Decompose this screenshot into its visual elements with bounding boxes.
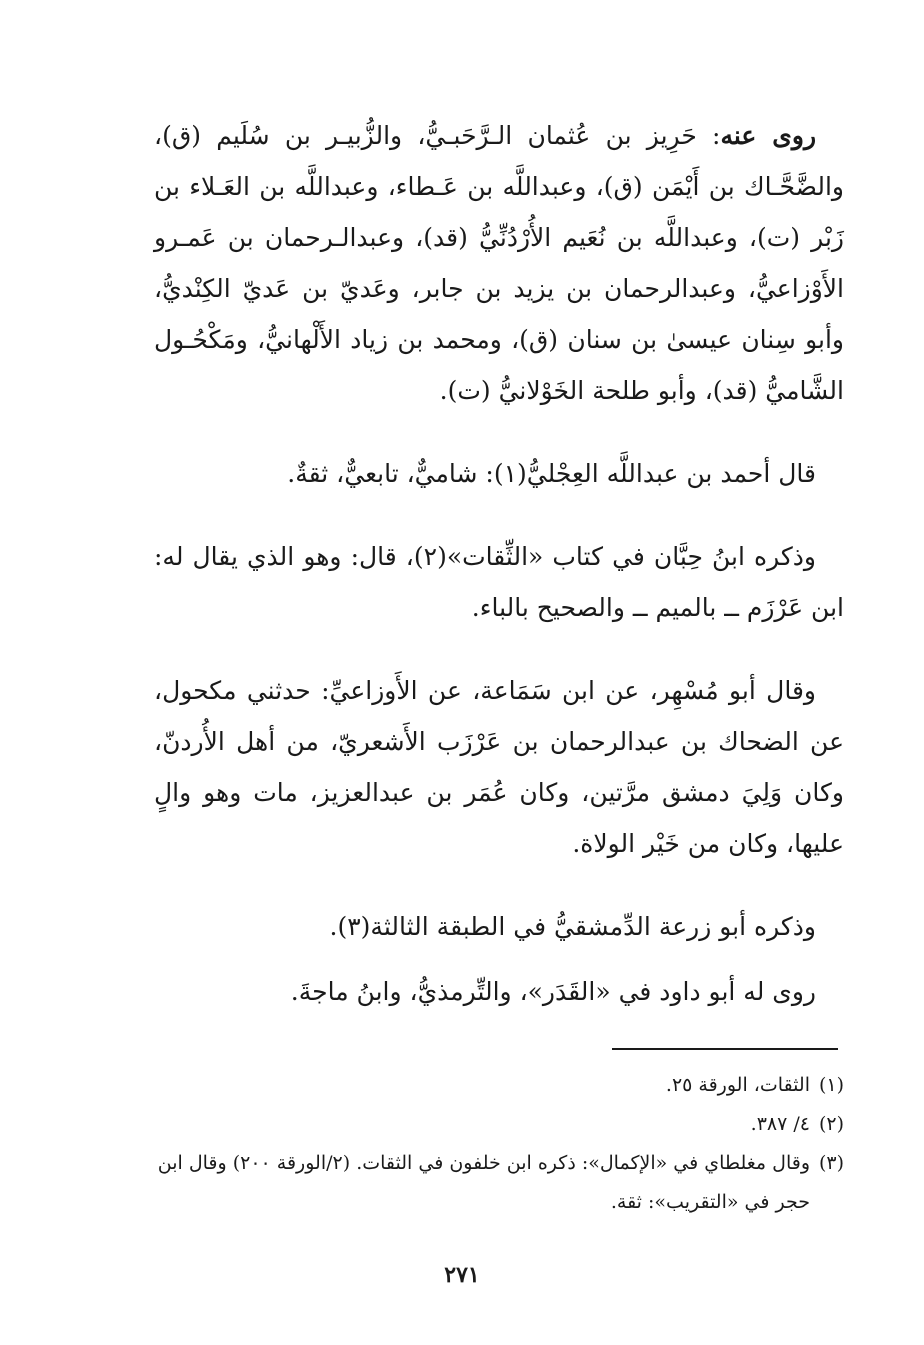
narrators-text: : حَرِيز بن عُثمان الـرَّحَبـيُّ، والزُّبيـر بن سُلَيم (ق)، والضَّحَّـاك بن أَيْمَن (ق)، وعبداللَّه بن عَـطاء، وعبداللَّه بن العَـلاء بن زَبْر (ت)، وعبداللَّه بن نُعَيم الأُرْدُنِّيُّ (قد)، وعبدالـرحمان بن عَمـرو الأَوْزاعيُّ، وعبدالرحمان بن يزيد بن جابر، وعَديّ بن عَديّ الكِنْديُّ، وأبو سِنان عيسىٰ بن سنان (ق)، ومحمد بن زياد الأَلْهانيُّ، ومَكْحُـول الشَّاميُّ (قد)، وأبو طلحة الخَوْلانيُّ (ت). bbox=[154, 121, 844, 405]
footnote-text: وقال مغلطاي في «الإكمال»: ذكره ابن خلفون في الثقات. (٢/الورقة ٢٠٠) وقال ابن bbox=[157, 1152, 810, 1174]
paragraph-abu-zura: وذكره أبو زرعة الدِّمشقيُّ في الطبقة الثالثة(٣). bbox=[329, 912, 816, 941]
footnote-text: ٤/ ٣٨٧. bbox=[750, 1113, 810, 1135]
footnote-number: (٢) bbox=[818, 1113, 844, 1135]
paragraph-ibn-hibban: وذكره ابنُ حِبَّان في كتاب «الثِّقات»(٢)، قال: وهو الذي يقال له: ابن عَرْزَم ــ بالميم ــ والصحيح بالباء. bbox=[154, 542, 844, 622]
narrators-lead: روى عنه bbox=[720, 121, 817, 150]
main-text bbox=[154, 110, 844, 1017]
footnote-divider bbox=[612, 1048, 838, 1050]
footnote-text: الثقات، الورقة ٢٥. bbox=[665, 1074, 810, 1096]
footnotes bbox=[144, 1068, 844, 1220]
footnote-3 bbox=[144, 1146, 844, 1181]
footnote-3-continuation: حجر في «التقريب»: ثقة. bbox=[610, 1191, 810, 1213]
paragraph-abu-mushir: وقال أبو مُسْهِر، عن ابن سَمَاعة، عن الأَوزاعيِّ: حدثني مكحول، عن الضحاك بن عبدالرحمان بن عَرْزَب الأَشعريّ، من أهل الأُردنّ، وكان وَلِيَ دمشق مرَّتين، وكان عُمَر بن عبدالعزيز، مات وهو والٍ عليها، وكان من خَيْر الولاة. bbox=[154, 676, 845, 858]
paragraph-ijli: قال أحمد بن عبداللَّه العِجْليُّ(١): شاميٌّ، تابعيٌّ، ثقةٌ. bbox=[287, 459, 816, 488]
paragraph-narrated-by: روى له أبو داود في «القَدَر»، والتِّرمذيُّ، وابنُ ماجةَ. bbox=[290, 977, 816, 1006]
footnote-number: (١) bbox=[818, 1074, 844, 1096]
footnote-2 bbox=[144, 1107, 844, 1142]
paragraph-narrators bbox=[154, 110, 844, 416]
footnote-number: (٣) bbox=[818, 1152, 844, 1174]
page-number: ٢٧١ bbox=[444, 1262, 480, 1288]
footnote-1 bbox=[144, 1068, 844, 1103]
